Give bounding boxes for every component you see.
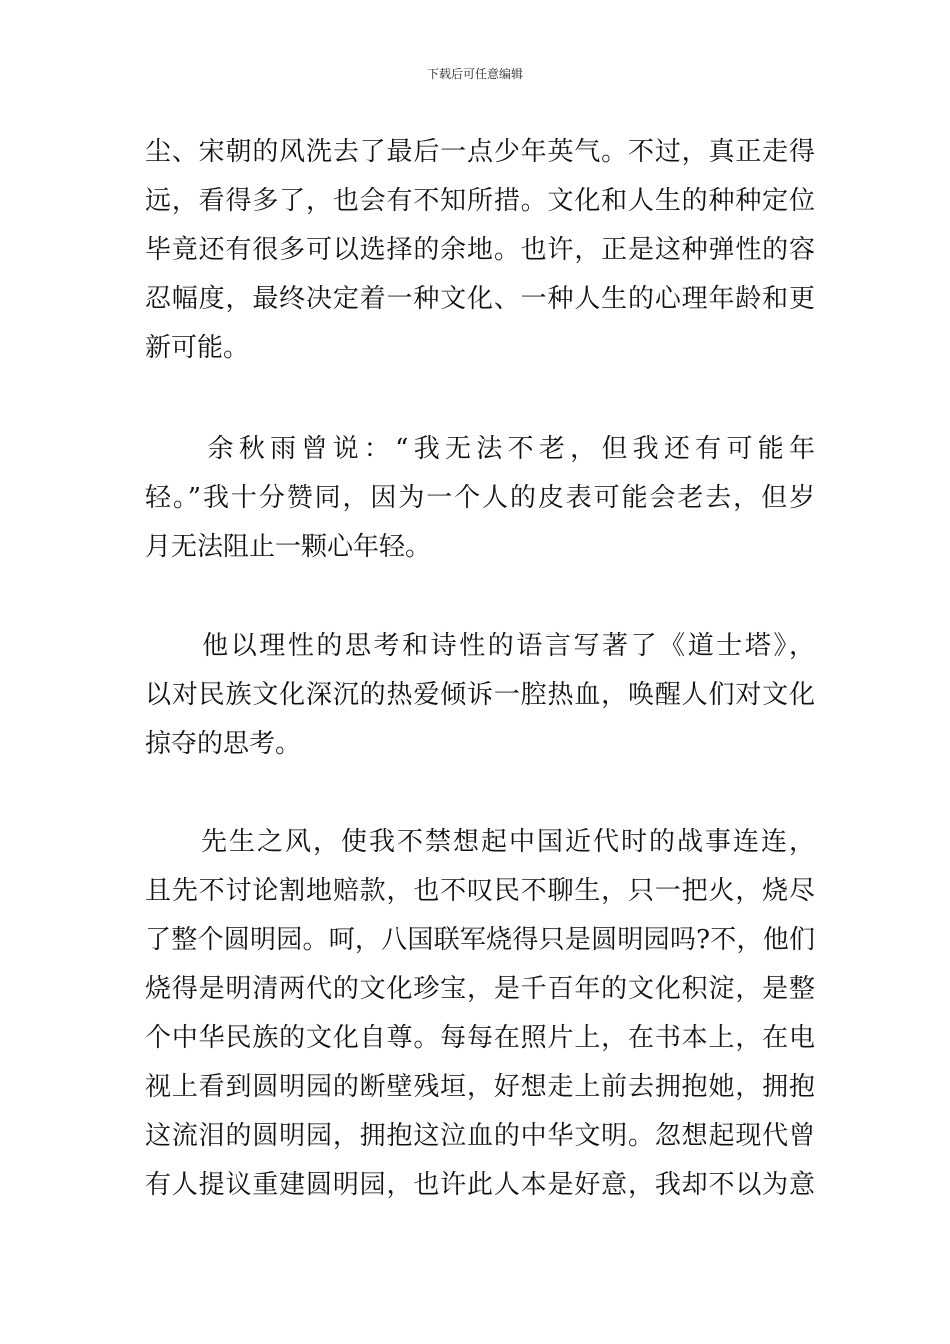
text-line: 个中华民族的文化自尊。每每在照片上，在书本上，在电 (145, 1023, 815, 1053)
text-line: 了整个圆明园。呵，八国联军烧得只是圆明园吗?不，他们 (145, 925, 815, 955)
text-line: 烧得是明清两代的文化珍宝，是千百年的文化积淀，是整 (145, 974, 815, 1004)
text-line: 这流泪的圆明园，拥抱这泣血的中华文明。忽想起现代曾 (145, 1121, 815, 1151)
text-line: 先生之风，使我不禁想起中国近代时的战事连连， (145, 827, 815, 857)
text-line: 余秋雨曾说：“我无法不老，但我还有可能年 (145, 434, 815, 464)
text-line: 尘、宋朝的风洗去了最后一点少年英气。不过，真正走得 (145, 137, 815, 167)
paragraph-3 (145, 622, 815, 769)
text-line: 视上看到圆明园的断壁残垣，好想走上前去拥抱她，拥抱 (145, 1072, 815, 1102)
paragraph-1 (145, 128, 815, 373)
header-note: 下载后可任意编辑 (426, 67, 523, 81)
text-line: 轻。”我十分赞同，因为一个人的皮表可能会老去，但岁 (145, 483, 815, 513)
text-line: 月无法阻止一颗心年轻。 (145, 532, 432, 562)
text-line: 远，看得多了，也会有不知所措。文化和人生的种种定位 (145, 186, 815, 216)
text-line: 以对民族文化深沉的热爱倾诉一腔热血，唤醒人们对文化 (145, 680, 815, 710)
text-line: 掠夺的思考。 (145, 729, 302, 759)
text-line: 忍幅度，最终决定着一种文化、一种人生的心理年龄和更 (145, 284, 815, 314)
text-line: 有人提议重建圆明园，也许此人本是好意，我却不以为意 (145, 1170, 815, 1200)
paragraph-4 (145, 818, 815, 1210)
text-line: 他以理性的思考和诗性的语言写著了《道士塔》， (145, 631, 815, 661)
text-line: 毕竟还有很多可以选择的余地。也许，正是这种弹性的容 (145, 235, 815, 265)
text-line: 且先不讨论割地赔款，也不叹民不聊生，只一把火，烧尽 (145, 876, 815, 906)
text-line: 新可能。 (145, 333, 250, 363)
paragraph-2 (145, 425, 815, 572)
